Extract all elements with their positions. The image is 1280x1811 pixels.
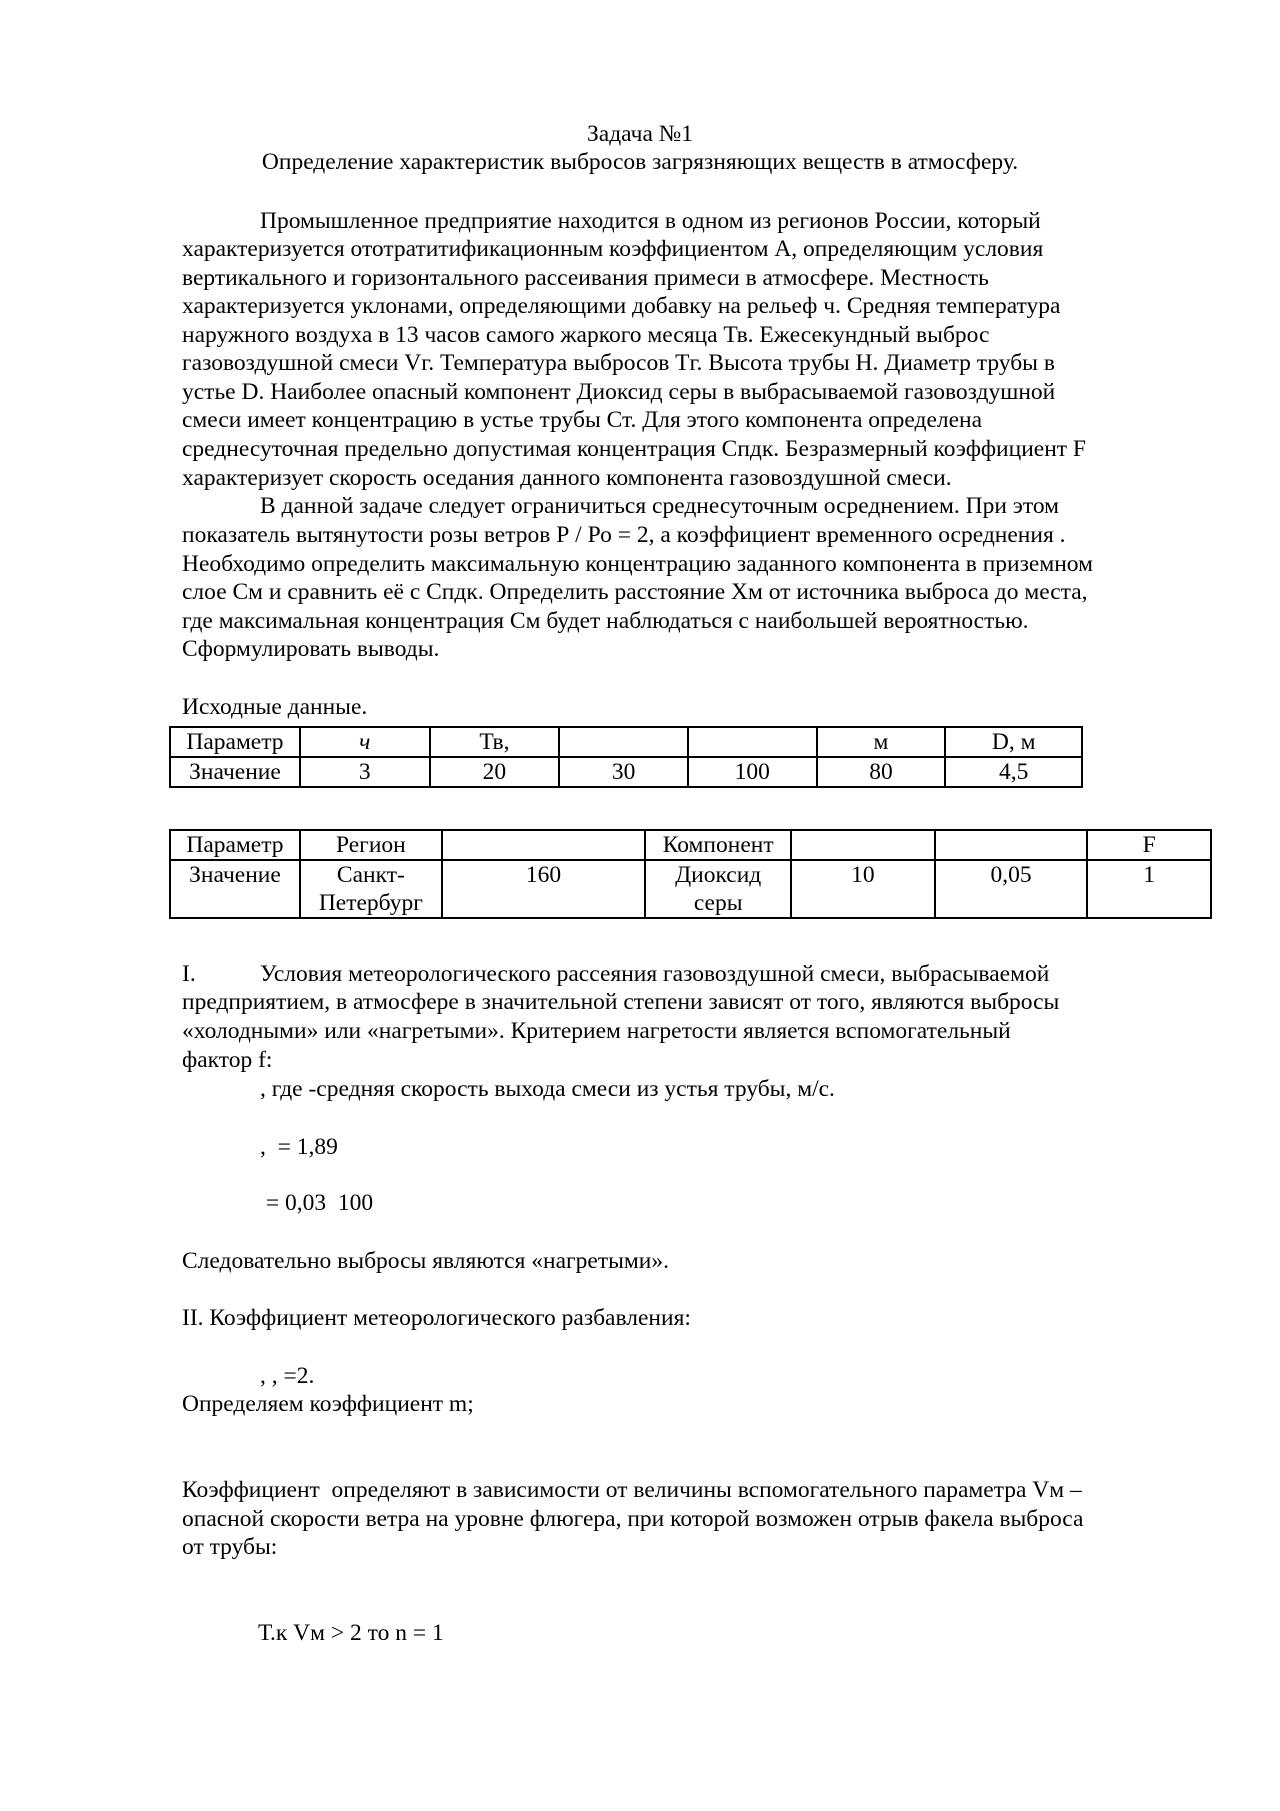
section-2-line: Определяем коэффициент m; xyxy=(182,1391,474,1417)
intro-line: характеризует скорость оседания данного компонента газовоздушной смеси. xyxy=(182,465,952,491)
table-row xyxy=(170,757,1082,787)
table-cell: 80 xyxy=(817,757,946,787)
section-1-line: Условия метеорологического рассеяния газовоздушной смеси, выбрасываемой xyxy=(260,961,1050,987)
table-header-cell xyxy=(791,830,935,860)
formula-line: , где -средняя скорость выхода смеси из устья трубы, м/с. xyxy=(260,1076,835,1102)
intro-line: В данной задаче следует ограничиться среднесуточным осреднением. При этом xyxy=(260,493,1059,519)
table-row xyxy=(170,830,1211,860)
table-cell: 1 xyxy=(1087,860,1211,918)
intro-line: характеризуется уклонами, определяющими добавку на рельеф ч. Средняя температура xyxy=(182,293,1061,319)
table-cell: 160 xyxy=(442,860,645,918)
intro-line: газовоздушной смеси Vг. Температура выбросов Тг. Высота трубы Н. Диаметр трубы в xyxy=(182,350,1055,376)
table-row xyxy=(170,860,1211,918)
table-cell: 20 xyxy=(430,757,560,787)
section-2-heading: II. Коэффициент метеорологического разбавления: xyxy=(182,1305,691,1331)
table-header-cell: Параметр xyxy=(170,830,300,860)
table-cell: Значение xyxy=(170,860,300,918)
intro-line: слое См и сравнить её с Спдк. Определить расстояние Хм от источника выброса до места, xyxy=(182,579,1088,605)
page-subtitle: Определение характеристик выбросов загрязняющих веществ в атмосферу. xyxy=(261,149,1019,175)
section-1-conclusion: Следовательно выбросы являются «нагретыми». xyxy=(182,1248,669,1274)
table-row xyxy=(170,727,1082,757)
table-header-cell: F xyxy=(1087,830,1211,860)
table-header-cell: Параметр xyxy=(170,727,300,757)
table-header-cell: ч xyxy=(300,727,430,757)
table-header-cell xyxy=(442,830,645,860)
table-header-cell: Компонент xyxy=(645,830,791,860)
table-header-cell: Тв, xyxy=(430,727,560,757)
table-cell: Значение xyxy=(170,757,300,787)
section-1-marker: I. xyxy=(182,961,196,987)
table-header-cell: м xyxy=(817,727,946,757)
intro-line: устье D. Наиболее опасный компонент Диоксид серы в выбрасываемой газовоздушной xyxy=(182,379,1056,405)
section-1-line: «холодными» или «нагретыми». Критерием нагретости является вспомогательный xyxy=(182,1018,1011,1044)
table-cell: 30 xyxy=(559,757,688,787)
table-header-cell xyxy=(935,830,1088,860)
intro-line: Необходимо определить максимальную концентрацию заданного компонента в приземном xyxy=(182,551,1093,577)
table-cell: 3 xyxy=(300,757,430,787)
formula-line: , = 1,89 xyxy=(260,1134,338,1160)
section-2-para-line: от трубы: xyxy=(182,1534,278,1560)
source-data-table-2 xyxy=(169,829,1212,919)
table-cell: Диоксид серы xyxy=(645,860,791,918)
formula-line: , , =2. xyxy=(260,1363,315,1389)
section-1-line: предприятием, в атмосфере в значительной степени зависят от того, являются выбросы xyxy=(182,989,1060,1015)
intro-line: Промышленное предприятие находится в одном из регионов России, который xyxy=(260,208,1041,234)
intro-line: наружного воздуха в 13 часов самого жаркого месяца Тв. Ежесекундный выброс xyxy=(182,322,990,348)
table-cell: Санкт-Петербург xyxy=(300,860,442,918)
table-cell: 4,5 xyxy=(945,757,1082,787)
intro-line: смеси имеет концентрацию в устье трубы Ст. Для этого компонента определена xyxy=(182,407,983,433)
intro-line: показатель вытянутости розы ветров Р / Ро = 2, а коэффициент временного осреднения . xyxy=(182,522,1066,548)
intro-line: вертикального и горизонтального рассеивания примеси в атмосфере. Местность xyxy=(182,265,989,291)
section-2-result: Т.к Vм > 2 то n = 1 xyxy=(258,1620,444,1646)
table-cell: 0,05 xyxy=(935,860,1088,918)
table-header-cell xyxy=(688,727,817,757)
source-data-table-1 xyxy=(169,726,1083,788)
section-2-para-line: Коэффициент определяют в зависимости от величины вспомогательного параметра Vм – xyxy=(182,1477,1082,1503)
section-2-para-line: опасной скорости ветра на уровне флюгера, при которой возможен отрыв факела выброса xyxy=(182,1506,1084,1532)
intro-line: характеризуется ототратитификационным коэффициентом А, определяющим условия xyxy=(182,236,1044,262)
intro-line: среднесуточная предельно допустимая концентрация Спдк. Безразмерный коэффициент F xyxy=(182,436,1086,462)
table-header-cell: D, м xyxy=(945,727,1082,757)
intro-line: Сформулировать выводы. xyxy=(182,636,440,662)
source-data-label: Исходные данные. xyxy=(182,694,368,720)
section-1-line: фактор f: xyxy=(182,1047,273,1073)
table-cell: 100 xyxy=(688,757,817,787)
table-cell: 10 xyxy=(791,860,935,918)
formula-line: = 0,03 100 xyxy=(260,1190,374,1216)
table-header-cell xyxy=(559,727,688,757)
table-header-cell: Регион xyxy=(300,830,442,860)
intro-line: где максимальная концентрация См будет наблюдаться с наибольшей вероятностью. xyxy=(182,608,1029,634)
page-title: Задача №1 xyxy=(587,121,693,147)
